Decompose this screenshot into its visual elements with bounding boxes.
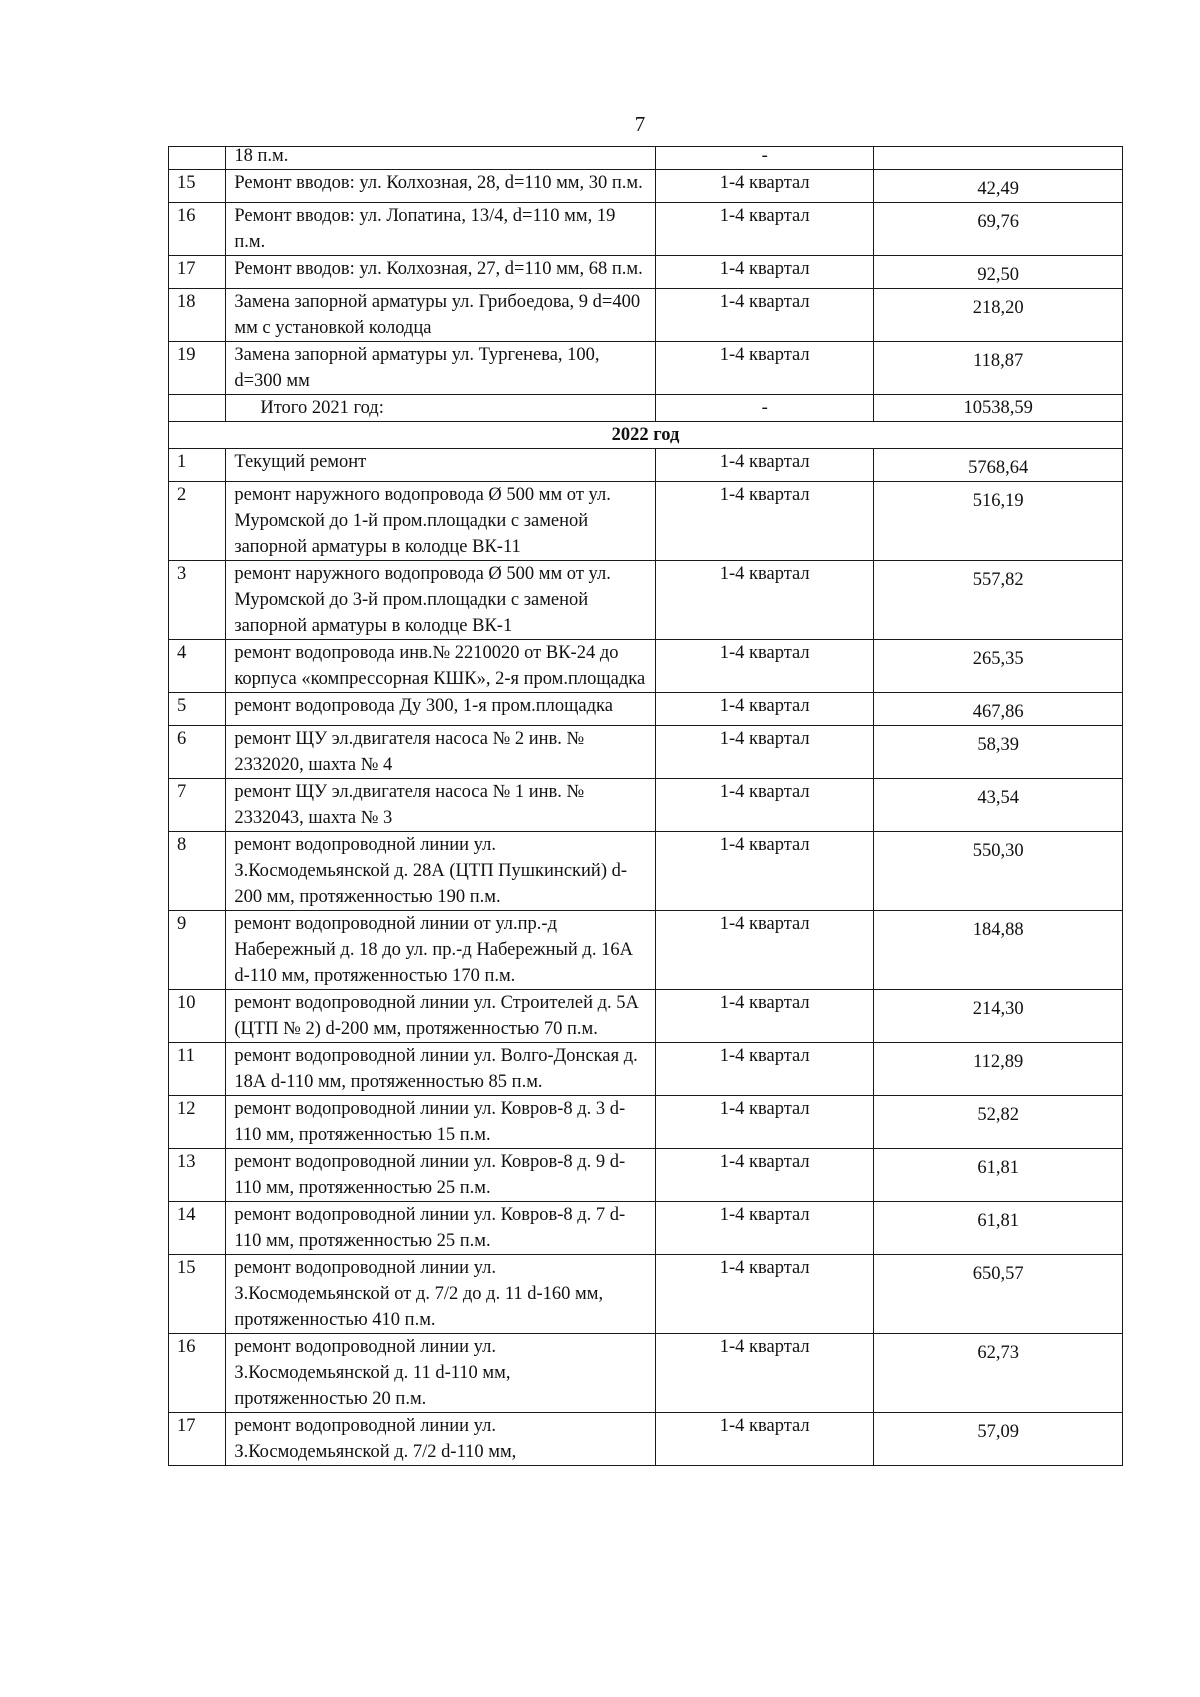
row-description: ремонт ЩУ эл.двигателя насоса № 2 инв. № 2332020, шахта № 4	[226, 726, 656, 779]
row-description: ремонт водопроводной линии ул. З.Космодемьянской д. 11 d-110 мм, протяженностью 20 п.м.	[226, 1334, 656, 1413]
row-number: 2	[169, 482, 226, 561]
row-sum	[874, 1413, 1123, 1466]
row-number: 17	[169, 256, 226, 289]
row-sum-value: 557,82	[972, 570, 1024, 590]
row-description: ремонт водопроводной линии от ул.пр.-д Набережный д. 18 до ул. пр.-д Набережный д. 16А d-110 мм, протяженностью 170 п.м.	[226, 911, 656, 990]
row-period: 1-4 квартал	[656, 1334, 874, 1413]
row-sum-value: 516,19	[972, 491, 1024, 511]
row-period: 1-4 квартал	[656, 693, 874, 726]
row-sum-value: 61,81	[977, 1158, 1020, 1178]
row-period: 1-4 квартал	[656, 1096, 874, 1149]
row-sum-value: 92,50	[977, 265, 1020, 285]
row-period: 1-4 квартал	[656, 203, 874, 256]
row-period: 1-4 квартал	[656, 1413, 874, 1466]
row-sum-value: 184,88	[972, 920, 1024, 940]
row-number: 5	[169, 693, 226, 726]
row-sum	[874, 1334, 1123, 1413]
row-sum	[874, 561, 1123, 640]
row-description: ремонт водопроводной линии ул. Ковров-8 д. 9 d-110 мм, протяженностью 25 п.м.	[226, 1149, 656, 1202]
row-description: Ремонт вводов: ул. Лопатина, 13/4, d=110 мм, 19 п.м.	[226, 203, 656, 256]
row-description: ремонт водопроводной линии ул. Строителей д. 5А (ЦТП № 2) d-200 мм, протяженностью 70 п.м.	[226, 990, 656, 1043]
table-row	[169, 1334, 1123, 1413]
row-sum	[874, 726, 1123, 779]
row-period: 1-4 квартал	[656, 832, 874, 911]
row-period: 1-4 квартал	[656, 561, 874, 640]
row-sum	[874, 911, 1123, 990]
row-sum-value: 52,82	[977, 1105, 1020, 1125]
table-row	[169, 342, 1123, 395]
row-number	[169, 395, 226, 422]
row-description: Текущий ремонт	[226, 449, 656, 482]
row-period: 1-4 квартал	[656, 449, 874, 482]
table-row	[169, 256, 1123, 289]
row-description: ремонт наружного водопровода Ø 500 мм от ул. Муромской до 3-й пром.площадки с заменой запорной арматуры в колодце ВК-1	[226, 561, 656, 640]
row-sum	[874, 1255, 1123, 1334]
row-description: ремонт водопроводной линии ул. Волго-Донская д. 18А d-110 мм, протяженностью 85 п.м.	[226, 1043, 656, 1096]
row-description: ремонт водопроводной линии ул. Ковров-8 д. 3 d-110 мм, протяженностью 15 п.м.	[226, 1096, 656, 1149]
row-number: 7	[169, 779, 226, 832]
row-sum	[874, 1202, 1123, 1255]
row-period: 1-4 квартал	[656, 990, 874, 1043]
row-number: 3	[169, 561, 226, 640]
table-row	[169, 1413, 1123, 1466]
row-period: -	[656, 147, 874, 170]
table-row	[169, 779, 1123, 832]
table-row	[169, 693, 1123, 726]
row-description: Замена запорной арматуры ул. Грибоедова, 9 d=400 мм с установкой колодца	[226, 289, 656, 342]
row-sum-value: 42,49	[977, 179, 1020, 199]
row-number	[169, 147, 226, 170]
row-sum-value: 62,73	[977, 1343, 1020, 1363]
row-period: 1-4 квартал	[656, 482, 874, 561]
row-sum	[874, 482, 1123, 561]
total-sum: 10538,59	[874, 395, 1123, 422]
row-sum	[874, 147, 1123, 170]
row-period: 1-4 квартал	[656, 726, 874, 779]
row-sum	[874, 779, 1123, 832]
row-number: 8	[169, 832, 226, 911]
row-sum-value: 265,35	[972, 649, 1024, 669]
table-row	[169, 1096, 1123, 1149]
row-sum	[874, 256, 1123, 289]
row-number: 12	[169, 1096, 226, 1149]
row-sum-value: 550,30	[972, 841, 1024, 861]
row-period: 1-4 квартал	[656, 342, 874, 395]
table-row	[169, 911, 1123, 990]
table-row	[169, 482, 1123, 561]
row-number: 17	[169, 1413, 226, 1466]
row-sum	[874, 990, 1123, 1043]
row-period: 1-4 квартал	[656, 256, 874, 289]
row-number: 14	[169, 1202, 226, 1255]
row-number: 19	[169, 342, 226, 395]
row-sum-value: 218,20	[972, 298, 1024, 318]
row-description: ремонт водопроводной линии ул. З.Космодемьянской д. 7/2 d-110 мм,	[226, 1413, 656, 1466]
table-row	[169, 832, 1123, 911]
row-sum	[874, 832, 1123, 911]
row-sum	[874, 1043, 1123, 1096]
row-sum-value: 650,57	[972, 1264, 1024, 1284]
row-number: 15	[169, 1255, 226, 1334]
row-sum	[874, 1149, 1123, 1202]
table-row	[169, 726, 1123, 779]
row-description: Замена запорной арматуры ул. Тургенева, 100, d=300 мм	[226, 342, 656, 395]
row-description: ремонт водопроводной линии ул. Ковров-8 д. 7 d-110 мм, протяженностью 25 п.м.	[226, 1202, 656, 1255]
row-description: ремонт водопровода Ду 300, 1-я пром.площадка	[226, 693, 656, 726]
total-label: Итого 2021 год:	[226, 395, 656, 422]
row-number: 6	[169, 726, 226, 779]
row-number: 1	[169, 449, 226, 482]
row-sum-value: 112,89	[973, 1052, 1024, 1072]
table-row	[169, 449, 1123, 482]
table-row	[169, 203, 1123, 256]
row-sum-value: 118,87	[973, 351, 1024, 371]
total-period: -	[656, 395, 874, 422]
row-description: Ремонт вводов: ул. Колхозная, 28, d=110 мм, 30 п.м.	[226, 170, 656, 203]
row-sum	[874, 1096, 1123, 1149]
row-number: 16	[169, 1334, 226, 1413]
row-sum-value: 61,81	[977, 1211, 1020, 1231]
row-sum	[874, 693, 1123, 726]
row-period: 1-4 квартал	[656, 289, 874, 342]
row-sum-value: 5768,64	[968, 458, 1029, 478]
table-row	[169, 170, 1123, 203]
table-row	[169, 561, 1123, 640]
row-period: 1-4 квартал	[656, 911, 874, 990]
works-table	[168, 146, 1123, 1466]
row-description: ремонт ЩУ эл.двигателя насоса № 1 инв. № 2332043, шахта № 3	[226, 779, 656, 832]
row-sum-value: 214,30	[972, 999, 1024, 1019]
table-row-continuation	[169, 147, 1123, 170]
table-row	[169, 990, 1123, 1043]
table-row	[169, 1149, 1123, 1202]
row-sum	[874, 170, 1123, 203]
row-sum-value: 467,86	[972, 702, 1024, 722]
row-description: ремонт водопроводной линии ул. З.Космодемьянской д. 28А (ЦТП Пушкинский) d-200 мм, протяженностью 190 п.м.	[226, 832, 656, 911]
row-sum	[874, 289, 1123, 342]
row-period: 1-4 квартал	[656, 1149, 874, 1202]
row-description: ремонт водопроводной линии ул. З.Космодемьянской от д. 7/2 до д. 11 d-160 мм, протяженностью 410 п.м.	[226, 1255, 656, 1334]
table-row	[169, 640, 1123, 693]
row-period: 1-4 квартал	[656, 1043, 874, 1096]
row-period: 1-4 квартал	[656, 640, 874, 693]
row-sum	[874, 640, 1123, 693]
table-row	[169, 1202, 1123, 1255]
row-description: ремонт водопровода инв.№ 2210020 от ВК-24 до корпуса «компрессорная КШК», 2-я пром.площадка	[226, 640, 656, 693]
row-description: ремонт наружного водопровода Ø 500 мм от ул. Муромской до 1-й пром.площадки с заменой запорной арматуры в колодце ВК-11	[226, 482, 656, 561]
row-number: 16	[169, 203, 226, 256]
row-number: 18	[169, 289, 226, 342]
row-sum	[874, 449, 1123, 482]
row-sum-value: 43,54	[977, 788, 1020, 808]
table-row	[169, 289, 1123, 342]
row-number: 15	[169, 170, 226, 203]
row-sum	[874, 342, 1123, 395]
table-row	[169, 1255, 1123, 1334]
row-number: 4	[169, 640, 226, 693]
works-table-body	[169, 147, 1123, 1466]
row-number: 13	[169, 1149, 226, 1202]
total-row-2021	[169, 395, 1123, 422]
table-row	[169, 1043, 1123, 1096]
row-description: Ремонт вводов: ул. Колхозная, 27, d=110 мм, 68 п.м.	[226, 256, 656, 289]
row-period: 1-4 квартал	[656, 1255, 874, 1334]
row-period: 1-4 квартал	[656, 779, 874, 832]
page-number: 7	[634, 112, 646, 136]
row-number: 9	[169, 911, 226, 990]
year-header: 2022 год	[169, 422, 1123, 449]
row-period: 1-4 квартал	[656, 1202, 874, 1255]
row-number: 11	[169, 1043, 226, 1096]
row-sum-value: 69,76	[977, 212, 1020, 232]
row-period: 1-4 квартал	[656, 170, 874, 203]
year-header-row	[169, 422, 1123, 449]
row-sum-value: 57,09	[977, 1422, 1020, 1442]
row-number: 10	[169, 990, 226, 1043]
row-sum	[874, 203, 1123, 256]
row-description: 18 п.м.	[226, 147, 656, 170]
row-sum-value: 58,39	[977, 735, 1020, 755]
